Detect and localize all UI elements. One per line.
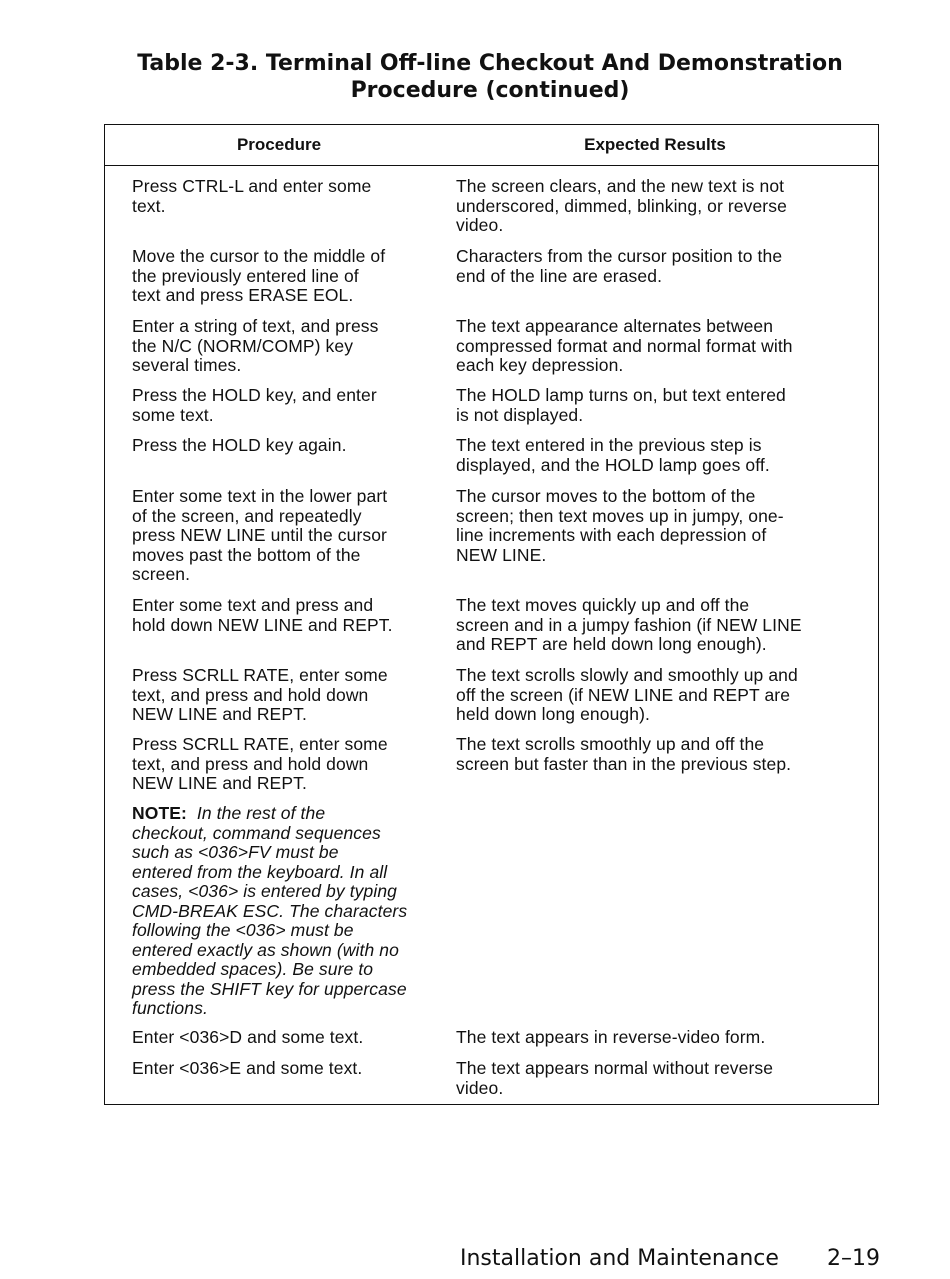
procedure-cell-4: Press the HOLD key, and enter some text. <box>132 385 377 425</box>
header-expected-results: Expected Results <box>584 135 726 154</box>
procedure-cell-6: Enter some text in the lower part of the screen, and repeatedly press NEW LINE until the cursor moves past the bottom of the screen. <box>132 486 388 584</box>
expected-cell-11: The text appears normal without reverse video. <box>456 1058 774 1098</box>
note-label: NOTE: <box>132 803 187 823</box>
procedure-cell-3: Enter a string of text, and press the N/C (NORM/COMP) key several times. <box>132 316 379 375</box>
procedure-cell-8: Press SCRLL RATE, enter some text, and press and hold down NEW LINE and REPT. <box>132 665 388 724</box>
footer-section-title: Installation and Maintenance <box>460 1246 779 1271</box>
expected-cell-1: The screen clears, and the new text is not underscored, dimmed, blinking, or reverse video. <box>456 176 787 235</box>
footer-page-number: 2–19 <box>827 1246 880 1271</box>
expected-cell-6: The cursor moves to the bottom of the screen; then text moves up in jumpy, one- line increments with each depression of NEW LINE. <box>456 486 784 565</box>
note-first-line: In the rest of the <box>196 803 326 823</box>
procedure-cell-10: Enter <036>D and some text. <box>132 1027 364 1047</box>
procedure-cell-1: Press CTRL-L and enter some text. <box>132 176 372 216</box>
procedure-cell-5: Press the HOLD key again. <box>132 435 347 455</box>
table-title-line-1: Table 2-3. Terminal Off-line Checkout And Demonstration <box>137 51 843 76</box>
expected-cell-9: The text scrolls smoothly up and off the screen but faster than in the previous step. <box>456 734 792 774</box>
expected-cell-5: The text entered in the previous step is displayed, and the HOLD lamp goes off. <box>456 435 770 475</box>
expected-cell-2: Characters from the cursor position to the end of the line are erased. <box>456 246 783 286</box>
procedure-cell-7: Enter some text and press and hold down NEW LINE and REPT. <box>132 595 393 635</box>
procedure-cell-9: Press SCRLL RATE, enter some text, and press and hold down NEW LINE and REPT. <box>132 734 388 793</box>
expected-cell-3: The text appearance alternates between compressed format and normal format with each key depression. <box>456 316 793 375</box>
procedure-table <box>104 124 879 1105</box>
expected-cell-7: The text moves quickly up and off the screen and in a jumpy fashion (if NEW LINE and REPT are held down long enough). <box>456 595 802 654</box>
note-block <box>132 804 432 1019</box>
procedure-cell-11: Enter <036>E and some text. <box>132 1058 363 1078</box>
procedure-cell-2: Move the cursor to the middle of the previously entered line of text and press ERASE EOL. <box>132 246 386 305</box>
table-title-line-2: Procedure (continued) <box>350 78 630 103</box>
expected-cell-8: The text scrolls slowly and smoothly up and off the screen (if NEW LINE and REPT are held down long enough). <box>456 665 798 724</box>
table-header-row <box>105 125 878 166</box>
table-title <box>0 50 950 104</box>
expected-cell-4: The HOLD lamp turns on, but text entered is not displayed. <box>456 385 786 425</box>
expected-cell-10: The text appears in reverse-video form. <box>456 1027 766 1047</box>
note-body: checkout, command sequences such as <036>FV must be entered from the keyboard. In all cases, <036> is entered by typing CMD-BREAK ESC. The characters following the <036> must be entered exactly as shown (with no embedded spaces). Be sure to press the SHIFT key for uppercase functions. <box>132 822 408 1018</box>
header-procedure: Procedure <box>236 135 322 154</box>
